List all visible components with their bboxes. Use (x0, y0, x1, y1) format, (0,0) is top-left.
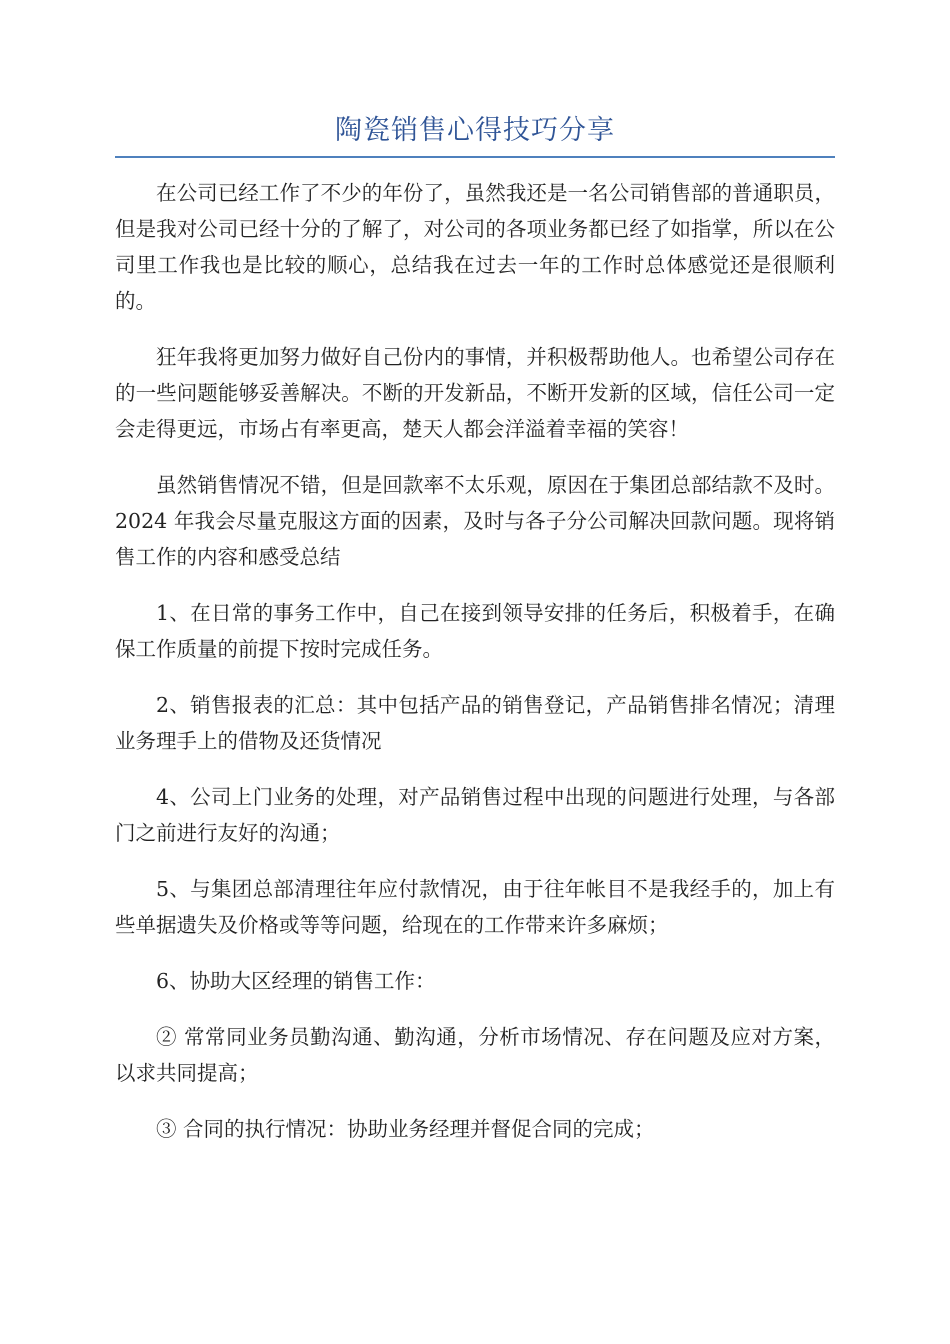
list-item: 5、与集团总部清理往年应付款情况，由于往年帐目不是我经手的，加上有些单据遗失及价格或等等问题，给现在的工作带来许多麻烦； (115, 877, 835, 937)
paragraph: 狂年我将更加努力做好自己份内的事情，并积极帮助他人。也希望公司存在的一些问题能够妥善解决。不断的开发新品，不断开发新的区域，信任公司一定会走得更远，市场占有率更高，楚天人都会洋溢着幸福的笑容！ (115, 345, 835, 441)
list-item: 4、公司上门业务的处理，对产品销售过程中出现的问题进行处理，与各部门之前进行友好的沟通； (115, 785, 835, 845)
document-body (115, 175, 835, 1167)
list-item: 1、在日常的事务工作中，自己在接到领导安排的任务后，积极着手，在确保工作质量的前提下按时完成任务。 (115, 601, 835, 661)
paragraph: 虽然销售情况不错，但是回款率不太乐观，原因在于集团总部结款不及时。2024 年我会尽量克服这方面的因素，及时与各子分公司解决回款问题。现将销售工作的内容和感受总结 (115, 473, 835, 569)
paragraph: 在公司已经工作了不少的年份了，虽然我还是一名公司销售部的普通职员，但是我对公司已经十分的了解了，对公司的各项业务都已经了如指掌，所以在公司里工作我也是比较的顺心，总结我在过去一年的工作时总体感觉还是很顺利的。 (115, 181, 835, 313)
page-title: 陶瓷销售心得技巧分享 (335, 115, 615, 146)
list-item: 6、协助大区经理的销售工作： (156, 969, 436, 993)
sub-list-item: ③ 合同的执行情况：协助业务经理并督促合同的完成； (156, 1117, 655, 1141)
title-block (115, 110, 835, 158)
list-item: 2、销售报表的汇总：其中包括产品的销售登记，产品销售排名情况；清理业务理手上的借物及还货情况 (115, 693, 835, 753)
sub-list-item: ② 常常同业务员勤沟通、勤沟通，分析市场情况、存在问题及应对方案，以求共同提高； (115, 1025, 835, 1085)
